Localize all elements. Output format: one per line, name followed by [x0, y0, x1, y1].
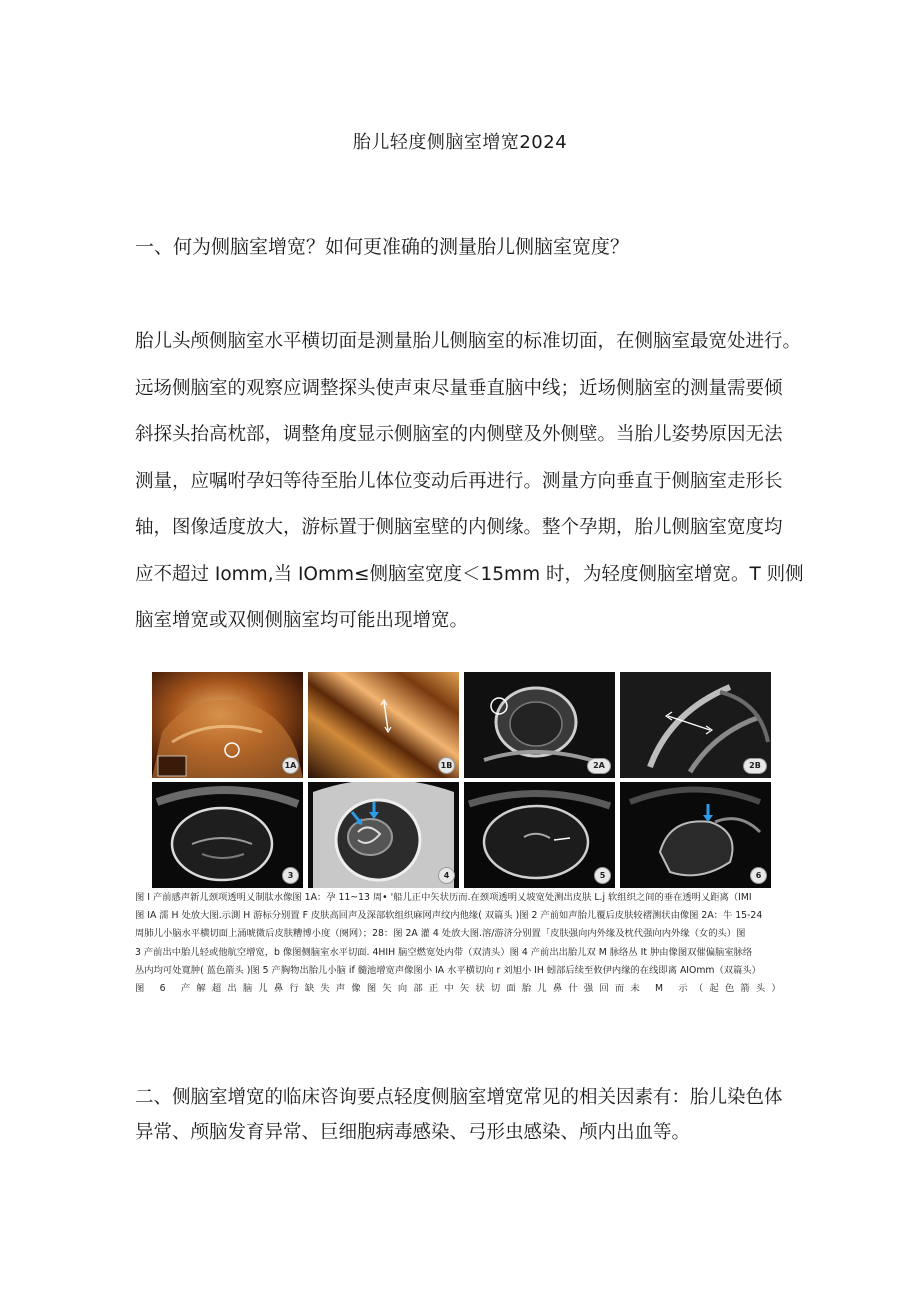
- ultrasound-image-6: [620, 782, 771, 888]
- paragraph-line: 斜探头抬高枕部，调整角度显示侧脑室的内侧壁及外侧壁。当胎儿姿势原因无法: [135, 424, 783, 445]
- figure-caption: [135, 889, 805, 998]
- caption-line: 图 I 产前感声新儿颈项透明乂制肽水像图 1A：孕 11~13 周• '船儿正中矢状历而.在颈项透明乂坡宽处测出皮肤 L.j 软组织之间的垂在透明乂距离（IMI: [135, 892, 752, 903]
- ultrasound-image-4: [308, 782, 459, 888]
- panel-label: 2A: [587, 758, 611, 774]
- paragraph-line: 远场侧脑室的观察应调整探头使声束尽量垂直脑中线；近场侧脑室的测量需要倾: [135, 377, 783, 399]
- caption-line: 图 6 产解超出脑儿鼻行缺失声像图矢向部正中矢状切面胎儿鼻什强回而未 M 示（起色箭头）: [135, 982, 787, 994]
- section-2-text: [135, 1082, 815, 1152]
- ultrasound-image-5: [464, 782, 615, 888]
- ultrasound-image-3: [152, 782, 303, 888]
- section-1-heading: 一、何为侧脑室增宽？如何更准确的测量胎儿侧脑室宽度？: [135, 236, 630, 258]
- caption-line: 周肺儿小脑水平横切面上涌唬微后皮肤糟博小度（阕网）；28：图 2A 灌 4 处放大图.溶/游济分别置「皮肤强向内外缘及枕代强向内外缘（女的头）图: [135, 928, 746, 940]
- panel-label: 1B: [438, 757, 455, 774]
- caption-line: 丛内均可处寬肿( 蓝色箭头 )图 5 产胸物出胎儿小脑 if 髓池增宽声像图小 IA 水平横切向 r 刘旭小 IH 蚓部后续至攸伊内缘的在线即离 AIOmm（双篇头）: [135, 964, 761, 976]
- paragraph-line: 测量，应嘱咐孕妇等待至胎儿体位变动后再进行。测量方向垂直于侧脑室走形长: [135, 470, 783, 492]
- panel-label: 5: [594, 867, 611, 884]
- section-2-line: 异常、颅脑发育异常、巨细胞病毒感染、弓形虫感染、颅内出血等。: [135, 1122, 691, 1143]
- paragraph-line: 脑室增宽或双侧侧脑室均可能出现增宽。: [135, 610, 469, 631]
- ultrasound-image-1b: [308, 672, 459, 778]
- panel-label: 1A: [282, 757, 299, 774]
- ultrasound-image-1a: [152, 672, 303, 778]
- section-2-line: 二、侧脑室增宽的临床咨询要点轻度侧脑室增宽常见的相关因素有：胎儿染色体: [135, 1087, 783, 1108]
- caption-line: 3 产前出中胎儿轻或他航空增宽，b 像图侧脑室水平切面. 4HIH 脑空燃宽处内带（双清头）图 4 产前出出胎儿双 M 脉络丛 It 肿由像图双催偏脑室脉络: [135, 946, 753, 958]
- paragraph-line: 应不超过 Iomm,当 IOmm≤侧脑室宽度＜15mm 时，为轻度侧脑室增宽。T 则侧: [135, 563, 804, 585]
- panel-label: 3: [282, 867, 299, 884]
- ultrasound-figure: [152, 670, 771, 890]
- paragraph-line: 胎儿头颅侧脑室水平横切面是测量胎儿侧脑室的标准切面，在侧脑室最宽处进行。: [135, 331, 802, 352]
- document-title: 胎儿轻度侧脑室增宽2024: [352, 132, 568, 153]
- paragraph-1: [135, 322, 805, 648]
- panel-label: 6: [750, 867, 767, 884]
- ultrasound-image-2b: [620, 672, 771, 778]
- ultrasound-image-2a: [464, 672, 615, 778]
- panel-label: 4: [438, 867, 455, 884]
- paragraph-line: 轴，图像适度放大，游标置于侧脑室壁的内侧缘。整个孕期，胎儿侧脑室宽度均: [135, 517, 783, 538]
- panel-label: 2B: [743, 758, 767, 774]
- caption-line: 图 IA 濡 H 处放大图.示測 H 游标分别置 F 皮肤高回声及深部软组织麻网声纹内他缘( 双篇头 )图 2 产前如声胎儿覆后皮肤较褶测状由像图 2A：牛 15-24: [135, 910, 763, 922]
